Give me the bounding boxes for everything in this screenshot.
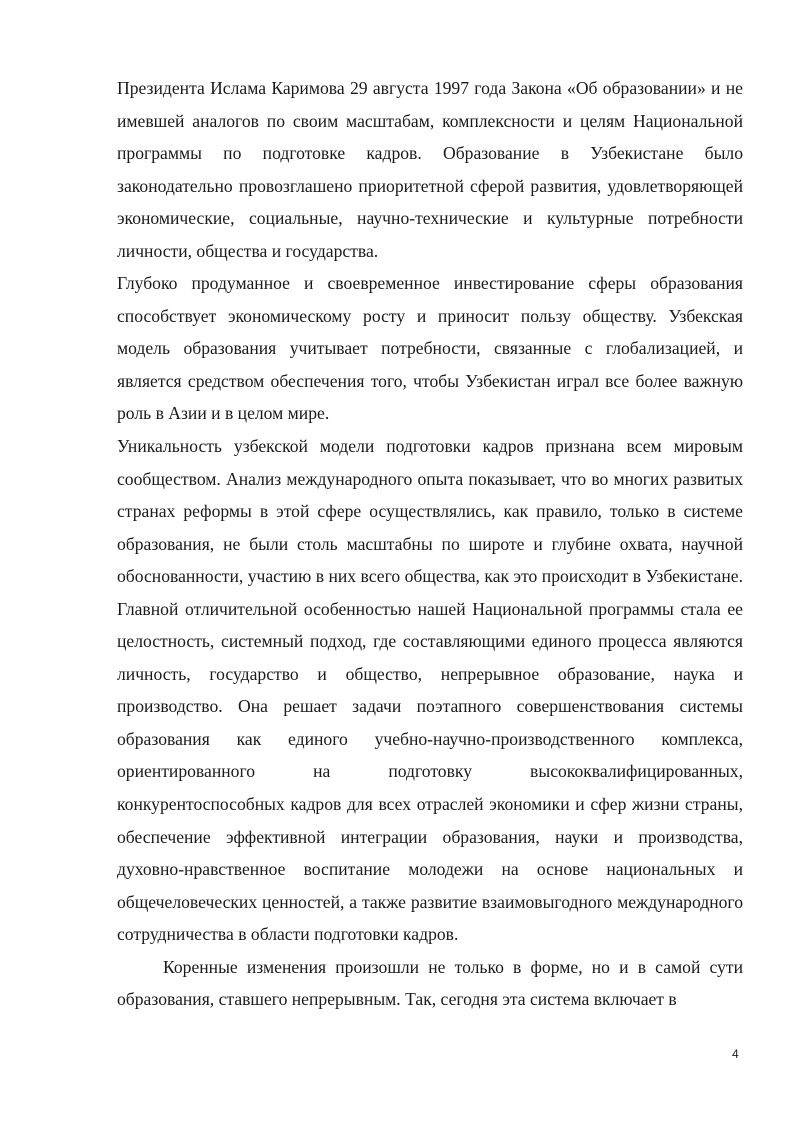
page-number: 4 [732, 1047, 739, 1061]
paragraph-1: Президента Ислама Каримова 29 августа 1997 года Закона «Об образовании» и не имевшей аналогов по своим масштабам, комплексности и целям Национальной программы по подготовке кадров. Образование в Узбекистане было законодательно провозглашено приоритетной сферой развития, удовлетворяющей экономические, социальные, научно-технические и культурные потребности личности, общества и государства. [117, 78, 743, 261]
paragraph-4: Коренные изменения произошли не только в форме, но и в самой сути образования, ставшего непрерывным. Так, сегодня эта система включает в [117, 956, 743, 1010]
paragraph-3: Уникальность узбекской модели подготовки кадров признана всем мировым сообществом. Анализ международного опыта показывает, что во многих развитых странах реформы в этой сфере осуществлялись, как правило, только в системе образования, не были столь масштабны по широте и глубине охвата, научной обоснованности, участию в них всего общества, как это происходит в Узбекистане. Главной отличительной особенностью нашей Национальной программы стала ее целостность, системный подход, где составляющими единого процесса являются личность, государство и общество, непрерывное образование, наука и производство. Она решает задачи поэтапного совершенствования системы образования как единого учебно-научно-производственного комплекса, ориентированного на подготовку высококвалифицированных, конкурентоспособных кадров для всех отраслей экономики и сфер жизни страны, обеспечение эффективной интеграции образования, науки и производства, духовно-нравственное воспитание молодежи на основе национальных и общечеловеческих ценностей, а также развитие взаимовыгодного международного сотрудничества в области подготовки кадров. [117, 436, 743, 945]
body-text [117, 72, 743, 1016]
paragraph-2: Глубоко продуманное и своевременное инвестирование сферы образования способствует экономическому росту и приносит пользу обществу. Узбекская модель образования учитывает потребности, связанные с глобализацией, и является средством обеспечения того, чтобы Узбекистан играл все более важную роль в Азии и в целом мире. [117, 273, 743, 424]
